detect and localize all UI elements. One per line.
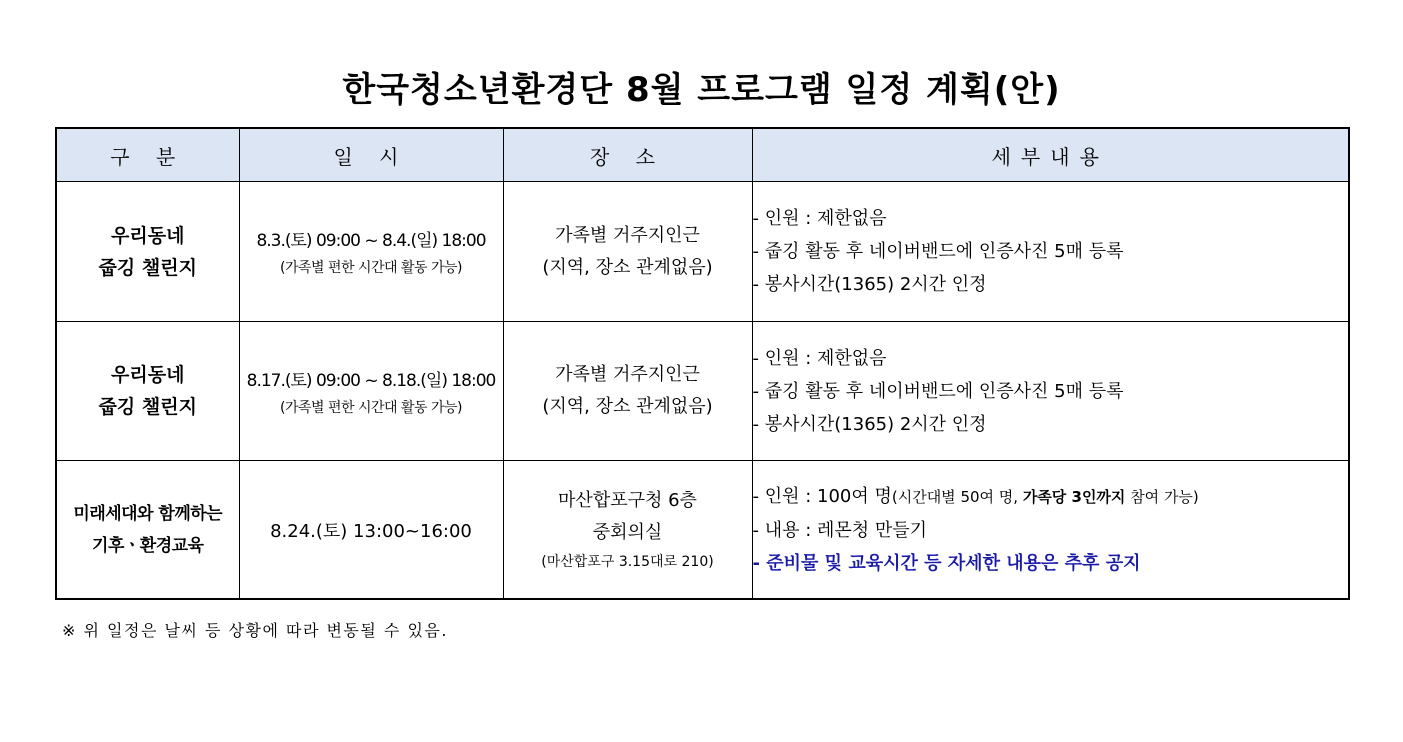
place-line: (지역, 장소 관계없음) bbox=[542, 396, 713, 417]
category-line: 줍깅 챌린지 bbox=[98, 256, 197, 279]
detail-cell bbox=[752, 461, 1349, 600]
detail-text: - 인원 : 100여 명 bbox=[752, 485, 892, 507]
detail-note: 참여 가능) bbox=[1125, 487, 1199, 506]
detail-line: - 인원 : 제한없음 bbox=[752, 208, 887, 229]
place-address: (마산합포구 3.15대로 210) bbox=[541, 553, 714, 570]
detail-cell bbox=[752, 322, 1349, 461]
detail-cell bbox=[752, 182, 1349, 322]
category-line: 미래세대와 함께하는 bbox=[73, 503, 223, 524]
date-main: 8.3.(토) 09:00 ~ 8.4.(일) 18:00 bbox=[256, 231, 486, 251]
category-line: 기후ㆍ환경교육 bbox=[92, 535, 204, 556]
header-place: 장 소 bbox=[503, 128, 752, 182]
detail-line bbox=[753, 480, 1349, 514]
header-details: 세부내용 bbox=[752, 128, 1349, 182]
category-cell bbox=[56, 182, 239, 322]
place-line: 중회의실 bbox=[592, 521, 663, 543]
category-line: 줍깅 챌린지 bbox=[98, 396, 197, 418]
table-header-row bbox=[56, 128, 1349, 182]
place-line: 마산합포구청 6층 bbox=[558, 489, 697, 511]
detail-line: - 봉사시간(1365) 2시간 인정 bbox=[752, 413, 987, 435]
date-sub: (가족별 편한 시간대 활동 가능) bbox=[279, 399, 462, 416]
header-category: 구 분 bbox=[56, 128, 239, 182]
date-main: 8.24.(토) 13:00~16:00 bbox=[270, 520, 472, 542]
category-cell bbox=[56, 322, 239, 461]
place-line: (지역, 장소 관계없음) bbox=[542, 256, 713, 278]
date-cell bbox=[239, 461, 503, 600]
place-line: 가족별 거주지인근 bbox=[555, 364, 700, 385]
detail-line: - 내용 : 레몬청 만들기 bbox=[752, 519, 928, 541]
table-row bbox=[56, 182, 1349, 322]
schedule-table bbox=[55, 127, 1350, 600]
category-line: 우리동네 bbox=[111, 224, 185, 247]
detail-note: (시간대별 50여 명, bbox=[891, 487, 1023, 506]
date-cell bbox=[239, 322, 503, 461]
category-line: 우리동네 bbox=[111, 364, 185, 386]
page-title: 한국청소년환경단 8월 프로그램 일정 계획(안) bbox=[342, 70, 1061, 110]
detail-line: - 줍깅 활동 후 네이버밴드에 인증사진 5매 등록 bbox=[752, 380, 1124, 402]
place-line: 가족별 거주지인근 bbox=[555, 224, 700, 246]
header-datetime: 일 시 bbox=[239, 128, 503, 182]
footnote: ※ 위 일정은 날씨 등 상황에 따라 변동될 수 있음. bbox=[62, 621, 448, 640]
category-cell bbox=[56, 461, 239, 600]
detail-line: - 줍깅 활동 후 네이버밴드에 인증사진 5매 등록 bbox=[752, 241, 1124, 262]
detail-line: - 인원 : 제한없음 bbox=[752, 347, 887, 369]
date-sub: (가족별 편한 시간대 활동 가능) bbox=[279, 260, 462, 276]
detail-note-bold: 가족당 3인까지 bbox=[1022, 487, 1126, 506]
table-row bbox=[56, 322, 1349, 461]
place-cell bbox=[503, 461, 752, 600]
date-cell bbox=[239, 182, 503, 322]
detail-line: - 봉사시간(1365) 2시간 인정 bbox=[752, 274, 987, 295]
place-cell bbox=[503, 322, 752, 461]
date-main: 8.17.(토) 09:00 ~ 8.18.(일) 18:00 bbox=[246, 370, 496, 391]
place-cell bbox=[503, 182, 752, 322]
detail-line-notice: - 준비물 및 교육시간 등 자세한 내용은 추후 공지 bbox=[752, 552, 1141, 574]
table-row bbox=[56, 461, 1349, 600]
